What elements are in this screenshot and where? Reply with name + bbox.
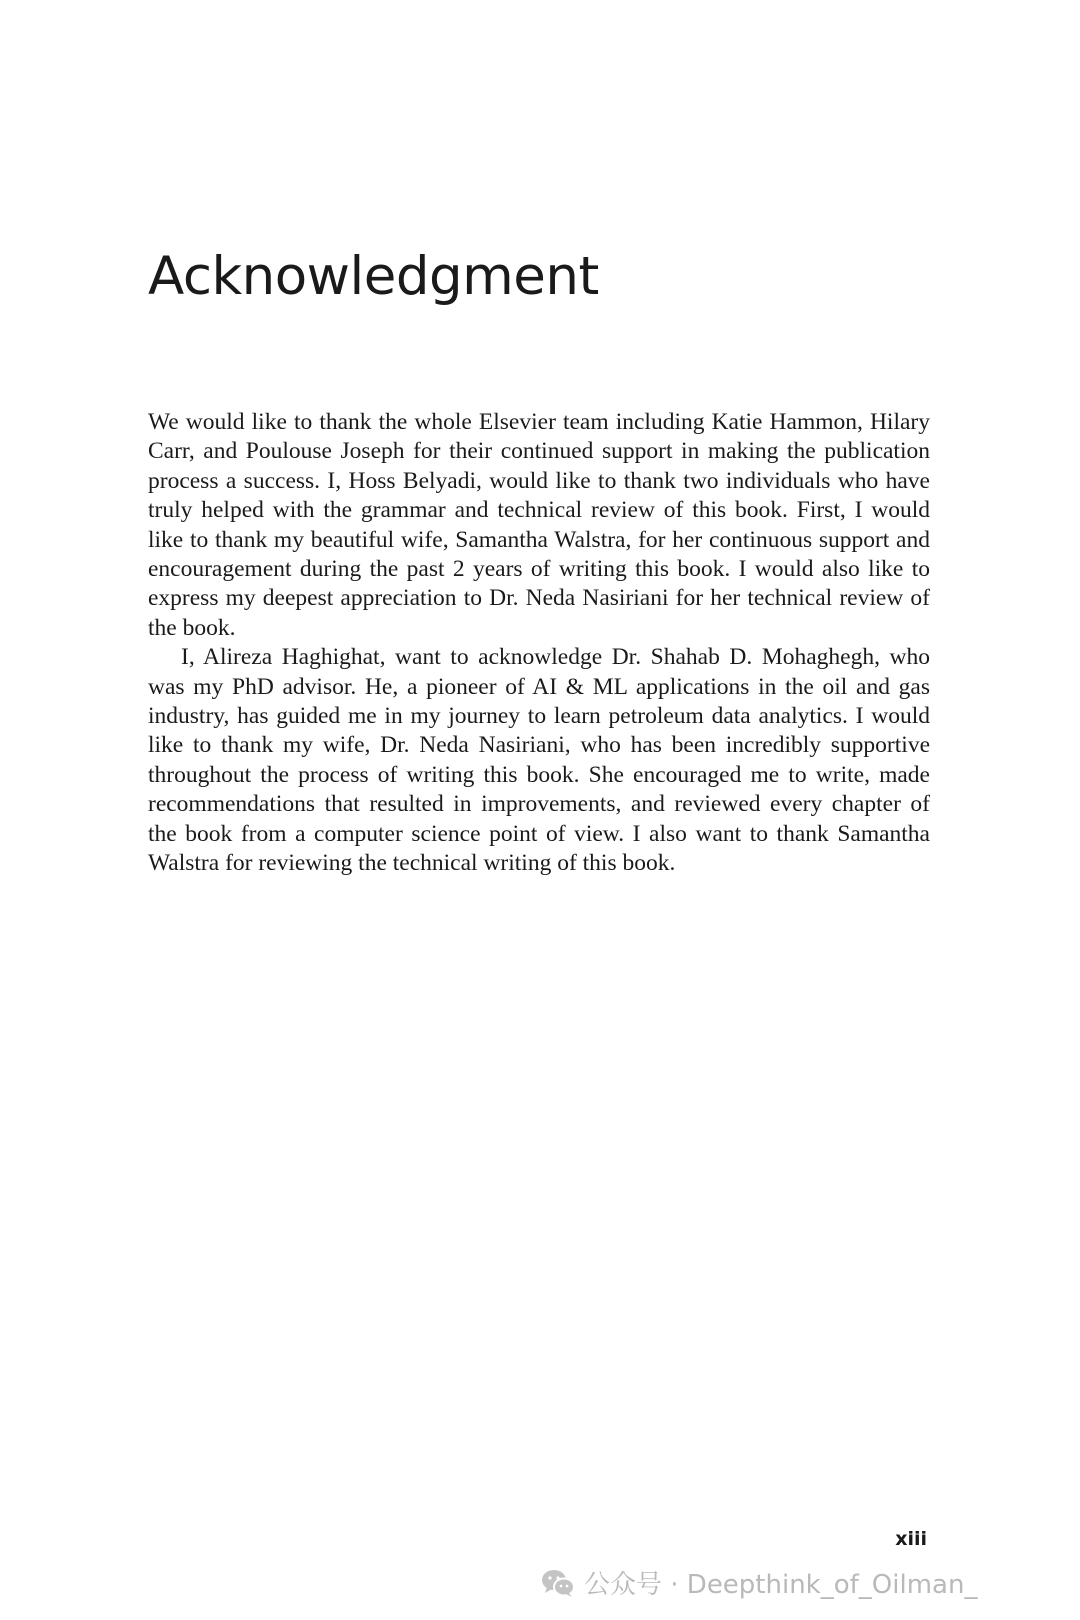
wechat-icon — [540, 1568, 576, 1598]
watermark — [540, 1564, 977, 1601]
page-number: xiii — [895, 1528, 927, 1550]
watermark-text: 公众号 · Deepthink_of_Oilman_ — [584, 1570, 978, 1600]
page-title: Acknowledgment — [148, 246, 599, 307]
paragraph-2: I, Alireza Haghighat, want to acknowledge Dr. Shahab D. Mohaghegh, who was my PhD advisor. He, a pioneer of AI & ML applications in the oil and gas industry, has guided me in my journey to learn petroleum data analytics. I would like to thank my wife, Dr. Neda Nasiriani, who has been incredibly supportive throughout the process of writing this book. She encouraged me to write, made recommendations that resulted in improvements, and reviewed every chapter of the book from a computer science point of view. I also want to thank Samantha Walstra for reviewing the technical writing of this book. — [148, 644, 930, 877]
body-text — [148, 408, 930, 879]
paragraph-1: We would like to thank the whole Elsevier team including Katie Hammon, Hilary Carr, and Poulouse Joseph for their continued support in making the publication process a success. I, Hoss Belyadi, would like to thank two individuals who have truly helped with the grammar and technical review of this book. First, I would like to thank my beautiful wife, Samantha Walstra, for her continuous support and encouragement during the past 2 years of writing this book. I would also like to express my deepest appreciation to Dr. Neda Nasiriani for her technical review of the book. — [148, 409, 930, 641]
